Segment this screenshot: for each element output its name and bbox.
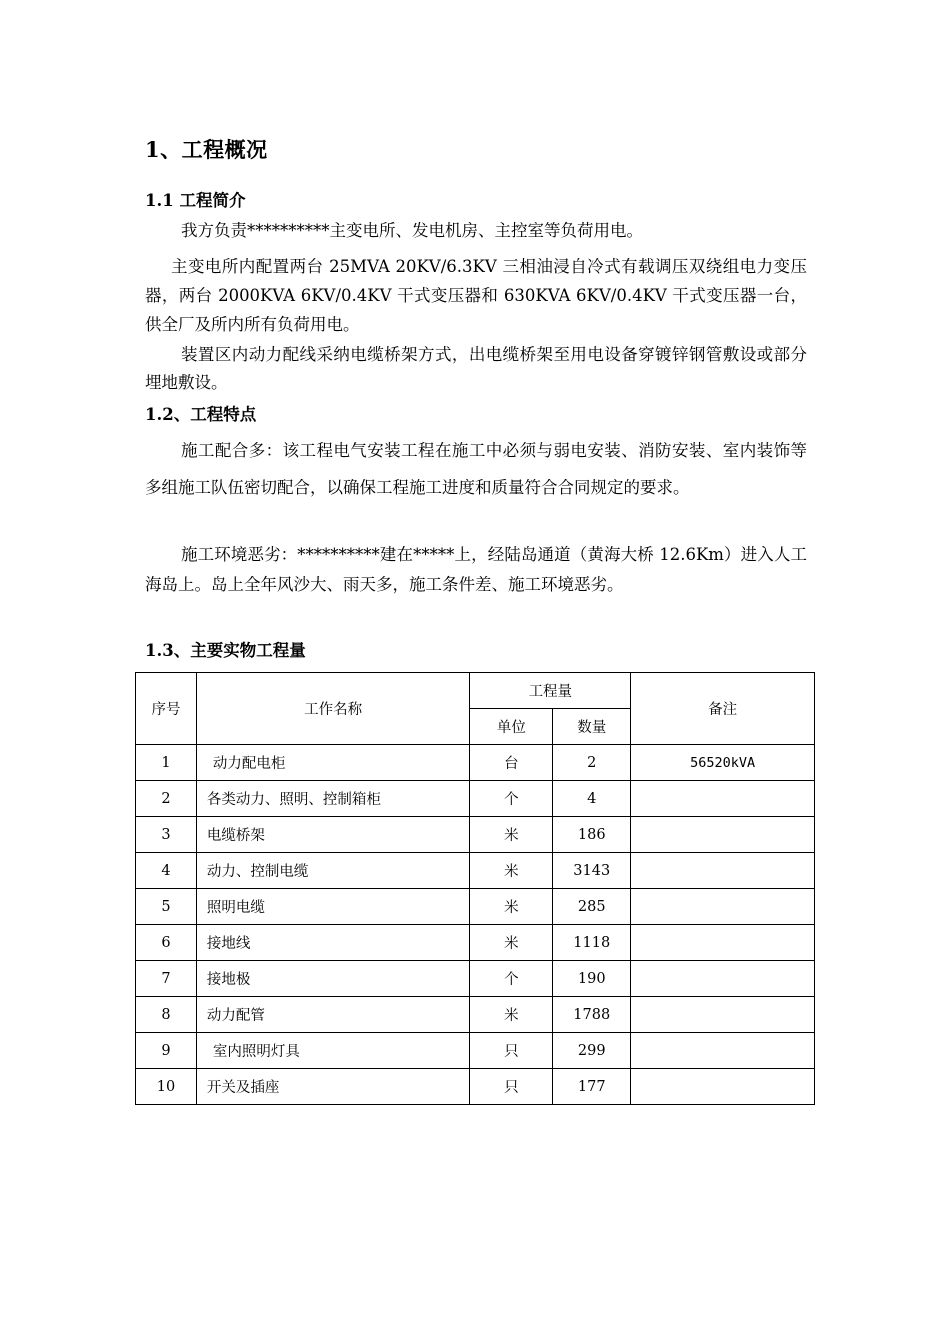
cell-name: 动力配电柜 [196,745,470,781]
table-header-row [136,673,815,709]
cell-no: 1 [136,745,197,781]
cell-count: 299 [553,1033,631,1069]
header-name: 工作名称 [196,673,470,745]
cell-unit: 个 [470,781,553,817]
section-1-2-paragraph-2: 施工环境恶劣：**********建在*****上，经陆岛通道（黄海大桥 12.6Km）进入人工海岛上。岛上全年风沙大、雨天多，施工条件差、施工环境恶劣。 [145,545,807,594]
cell-unit: 米 [470,853,553,889]
section-1-1-paragraph-1: 我方负责**********主变电所、发电机房、主控室等负荷用电。 [181,221,643,240]
table-row [136,781,815,817]
cell-count: 190 [553,961,631,997]
cell-no: 10 [136,1069,197,1105]
cell-name: 接地线 [196,925,470,961]
cell-no: 9 [136,1033,197,1069]
cell-name: 动力配管 [196,997,470,1033]
cell-name: 电缆桥架 [196,817,470,853]
cell-remark [631,1069,815,1105]
cell-remark [631,961,815,997]
table-row [136,1033,815,1069]
cell-count: 2 [553,745,631,781]
header-count: 数量 [553,709,631,745]
header-no: 序号 [136,673,197,745]
section-1-3-title: 1.3、主要实物工程量 [145,641,306,660]
cell-name: 照明电缆 [196,889,470,925]
cell-remark [631,1033,815,1069]
header-remark: 备注 [631,673,815,745]
cell-unit: 米 [470,925,553,961]
header-qty-group: 工程量 [470,673,631,709]
table-row [136,817,815,853]
table-row [136,1069,815,1105]
cell-no: 2 [136,781,197,817]
section-1-1-paragraph-2: 主变电所内配置两台 25MVA 20KV/6.3KV 三相油浸自冷式有载调压双绕组电力变压器，两台 2000KVA 6KV/0.4KV 干式变压器和 630KVA 6KV/0.4KV 干式变压器一台，供全厂及所内所有负荷用电。 [145,257,807,334]
cell-count: 177 [553,1069,631,1105]
cell-name: 室内照明灯具 [196,1033,470,1069]
cell-unit: 只 [470,1069,553,1105]
cell-name: 开关及插座 [196,1069,470,1105]
cell-unit: 个 [470,961,553,997]
cell-count: 4 [553,781,631,817]
cell-unit: 米 [470,889,553,925]
table-row [136,925,815,961]
table-row [136,997,815,1033]
section-1-1-paragraph-3: 装置区内动力配线采纳电缆桥架方式，出电缆桥架至用电设备穿镀锌钢管敷设或部分埋地敷设。 [145,345,807,392]
cell-count: 3143 [553,853,631,889]
section-1-1-title: 1.1 工程简介 [145,191,246,210]
cell-no: 6 [136,925,197,961]
cell-no: 3 [136,817,197,853]
cell-no: 8 [136,997,197,1033]
table-row [136,961,815,997]
cell-unit: 米 [470,817,553,853]
section-1-2-paragraph-1: 施工配合多：该工程电气安装工程在施工中必须与弱电安装、消防安装、室内装饰等多组施工队伍密切配合，以确保工程施工进度和质量符合合同规定的要求。 [145,441,807,497]
cell-count: 1118 [553,925,631,961]
section-1-2-title: 1.2、工程特点 [145,405,257,424]
cell-remark [631,925,815,961]
table-row [136,889,815,925]
cell-unit: 台 [470,745,553,781]
cell-remark [631,997,815,1033]
cell-remark [631,817,815,853]
cell-count: 186 [553,817,631,853]
table-row [136,745,815,781]
cell-name: 动力、控制电缆 [196,853,470,889]
cell-no: 5 [136,889,197,925]
cell-no: 7 [136,961,197,997]
cell-remark [631,889,815,925]
quantity-table [135,672,815,1105]
cell-remark [631,853,815,889]
cell-remark [631,781,815,817]
cell-remark: 56520kVA [631,745,815,781]
header-unit: 单位 [470,709,553,745]
cell-count: 1788 [553,997,631,1033]
table-row [136,853,815,889]
cell-name: 各类动力、照明、控制箱柜 [196,781,470,817]
chapter-heading: 1、工程概况 [145,137,268,162]
cell-unit: 米 [470,997,553,1033]
cell-count: 285 [553,889,631,925]
cell-name: 接地极 [196,961,470,997]
cell-no: 4 [136,853,197,889]
cell-unit: 只 [470,1033,553,1069]
